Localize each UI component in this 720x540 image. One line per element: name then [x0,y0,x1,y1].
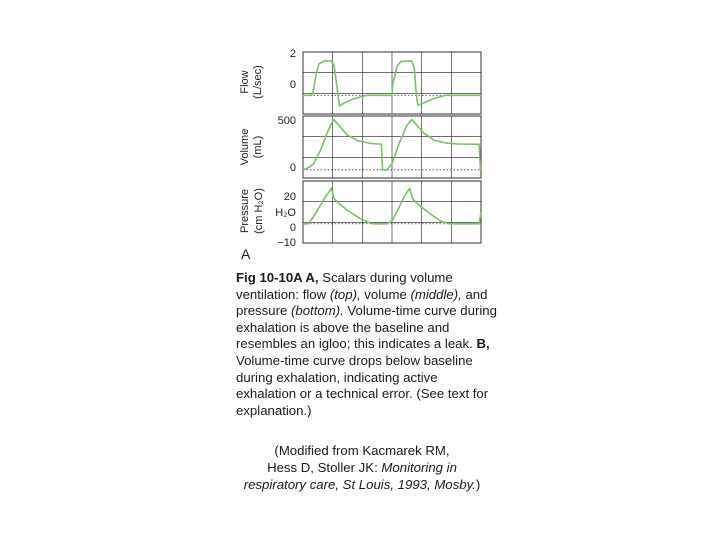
caption-text-5: Volume-time curve drops below baseline during exhalation, indicating active exhalation or a technical error. (See text for explanation.) [236,352,489,418]
panel-1-axis-label: (mL) [252,135,264,159]
credit-line-2 [228,459,496,476]
panel-0-tick-label: 2 [289,48,296,60]
caption-middle-label: (middle), [410,286,462,302]
panel-0-tick-label: 0 [289,79,296,91]
credit-authors: Hess D, Stoller JK: [267,460,378,475]
panel-1-axis-label: Volume [239,128,251,166]
caption-top-label: (top), [329,286,361,302]
panel-2-tick-label: H₂O [275,207,296,219]
caption-b-label: B, [476,336,490,352]
panel-2-axis-label: Pressure [239,188,251,234]
credit-title-part2: respiratory care, St Louis, 1993, Mosby. [243,477,476,492]
caption-bottom-label: (bottom). [290,303,344,319]
credit-line-3 [228,476,496,493]
panel-2-tick-label: 0 [289,222,296,234]
caption-text-2: volume [364,286,407,302]
caption-text-4: Volume-time curve during exhalation is above the baseline and resembles an igloo; this indicates a leak. [236,303,497,352]
figure-credit [228,442,496,493]
credit-title-part1: Monitoring in [381,460,457,475]
caption-text-1: Scalars during volume ventilation: flow [236,270,453,302]
caption-fig-label: Fig 10-10A A, [236,270,319,285]
panel-0-axis-label: (L/sec) [252,65,264,99]
credit-close-paren: ) [475,477,481,492]
panel-0-axis-label: Flow [239,70,251,94]
panel-letter: A [241,246,251,262]
credit-line-1: (Modified from Kacmarek RM, [274,443,450,458]
figure-caption [236,270,498,419]
panel-2-tick-label: −10 [277,237,296,249]
caption-text-3: and pressure [236,286,488,319]
panel-2-axis-label: (cm H₂O) [253,188,265,234]
panel-2-tick-label: 20 [283,191,296,203]
panel-1-tick-label: 0 [289,162,296,174]
panel-1-tick-label: 500 [277,115,296,127]
